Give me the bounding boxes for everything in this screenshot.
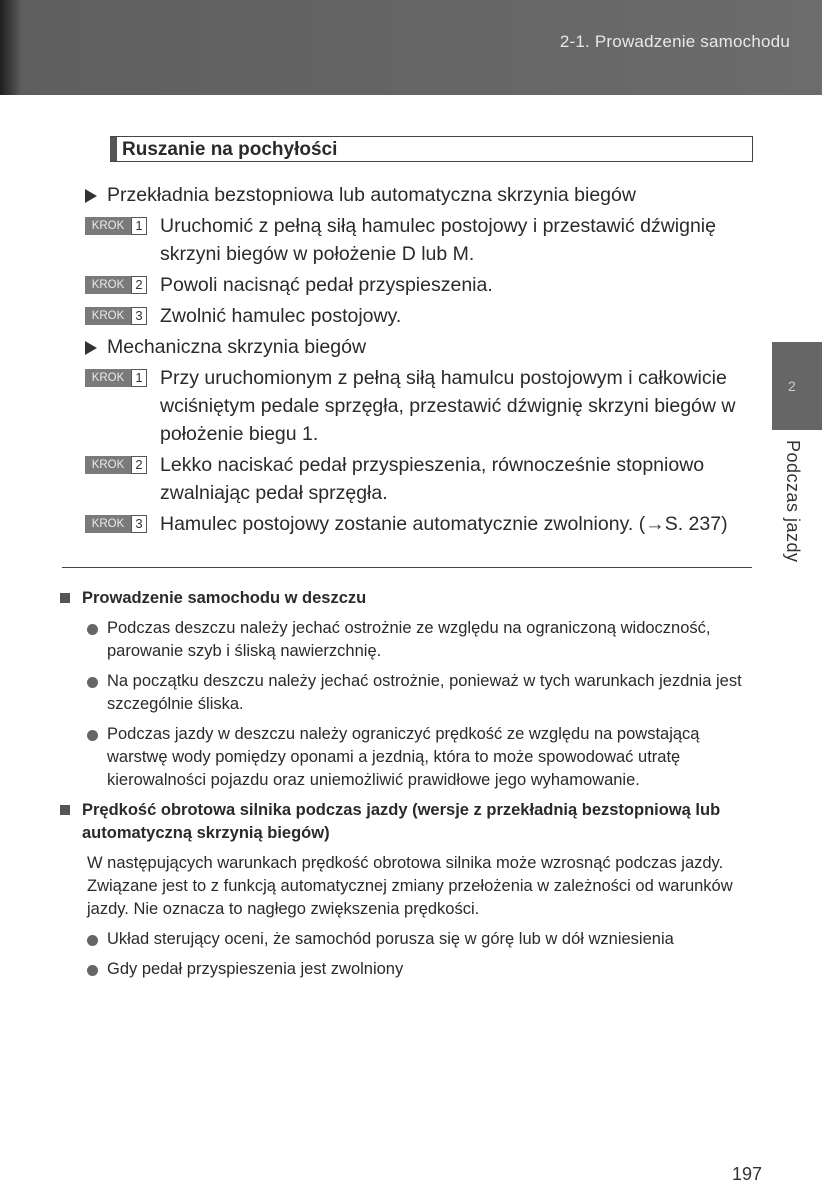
step-item <box>85 451 755 507</box>
triangle-bullet-icon <box>85 341 97 355</box>
step-item <box>85 302 755 330</box>
step-text: Zwolnić hamulec postojowy. <box>160 305 402 327</box>
step-text: Uruchomić z pełną siłą hamulec postojowy i przestawić dźwignię skrzyni biegów w położenie D lub M. <box>160 215 716 265</box>
header-bar <box>0 0 822 95</box>
subheading-manual: Mechaniczna skrzynia biegów <box>85 333 755 361</box>
bullet-dot-icon <box>87 730 98 741</box>
step-badge: KROK 2 <box>85 276 147 294</box>
bullet-dot-icon <box>87 624 98 635</box>
bullet-dot-icon <box>87 965 98 976</box>
note-heading: Prowadzenie samochodu w deszczu <box>60 587 756 610</box>
note-paragraph: W następujących warunkach prędkość obrotowa silnika może wzrosnąć podczas jazdy. Związane jest to z funkcją automatycznej zmiany przełożenia w zależności od warunków jazdy. Nie oznacza to nagłego zwiększenia prędkości. <box>87 854 733 918</box>
step-item <box>85 271 755 299</box>
chapter-side-label: Podczas jazdy <box>783 440 803 563</box>
step-badge: KROK 2 <box>85 456 147 474</box>
chapter-tab <box>772 342 822 430</box>
chapter-tab-number: 2 <box>788 378 796 394</box>
list-item: Na początku deszczu należy jechać ostrożnie, ponieważ w tych warunkach jezdnia jest szczególnie śliska. <box>60 670 756 716</box>
step-text: Powoli nacisnąć pedał przyspieszenia. <box>160 274 493 296</box>
square-bullet-icon <box>60 805 70 815</box>
step-badge: KROK 3 <box>85 515 147 533</box>
step-text: Hamulec postojowy zostanie automatycznie zwolniony. (→S. 237) <box>160 513 728 535</box>
section-title: Ruszanie na pochyłości <box>122 139 338 160</box>
step-item <box>85 212 755 268</box>
section-body <box>85 178 755 541</box>
section-marker <box>110 137 117 161</box>
step-text: Lekko naciskać pedał przyspieszenia, równocześnie stopniowo zwalniając pedał sprzęgła. <box>160 454 705 504</box>
bullet-dot-icon <box>87 677 98 688</box>
subheading-cvt-automatic: Przekładnia bezstopniowa lub automatyczna skrzynia biegów <box>85 181 755 209</box>
list-item: Podczas jazdy w deszczu należy ograniczyć prędkość ze względu na powstającą warstwę wody pomiędzy oponami a jezdnią, która to może spowodować utratę kierowalności pojazdu oraz uniemożliwić prawidłowe jego wyhamowanie. <box>60 723 756 792</box>
triangle-bullet-icon <box>85 189 97 203</box>
divider <box>62 567 752 568</box>
step-badge: KROK 1 <box>85 217 147 235</box>
list-item: Podczas deszczu należy jechać ostrożnie ze względu na ograniczoną widoczność, parowanie szyb i śliską nawierzchnię. <box>60 617 756 663</box>
notes-section <box>60 587 756 988</box>
step-item <box>85 510 755 538</box>
note-heading: Prędkość obrotowa silnika podczas jazdy (wersje z przekładnią bezstopniową lub automatyczną skrzynią biegów) <box>60 799 756 845</box>
square-bullet-icon <box>60 593 70 603</box>
list-item: Układ sterujący oceni, że samochód porusza się w górę lub w dół wzniesienia <box>60 928 756 951</box>
section-heading-box <box>110 136 753 162</box>
page-number: 197 <box>732 1164 763 1184</box>
step-text: Przy uruchomionym z pełną siłą hamulcu postojowym i całkowicie wciśniętym pedale sprzęgła, przestawić dźwignię skrzyni biegów w położenie biegu 1. <box>160 367 736 445</box>
step-badge: KROK 3 <box>85 307 147 325</box>
list-item: Gdy pedał przyspieszenia jest zwolniony <box>60 958 756 981</box>
chapter-title: 2-1. Prowadzenie samochodu <box>559 32 790 51</box>
step-badge: KROK 1 <box>85 369 147 387</box>
step-item <box>85 364 755 448</box>
bullet-dot-icon <box>87 935 98 946</box>
